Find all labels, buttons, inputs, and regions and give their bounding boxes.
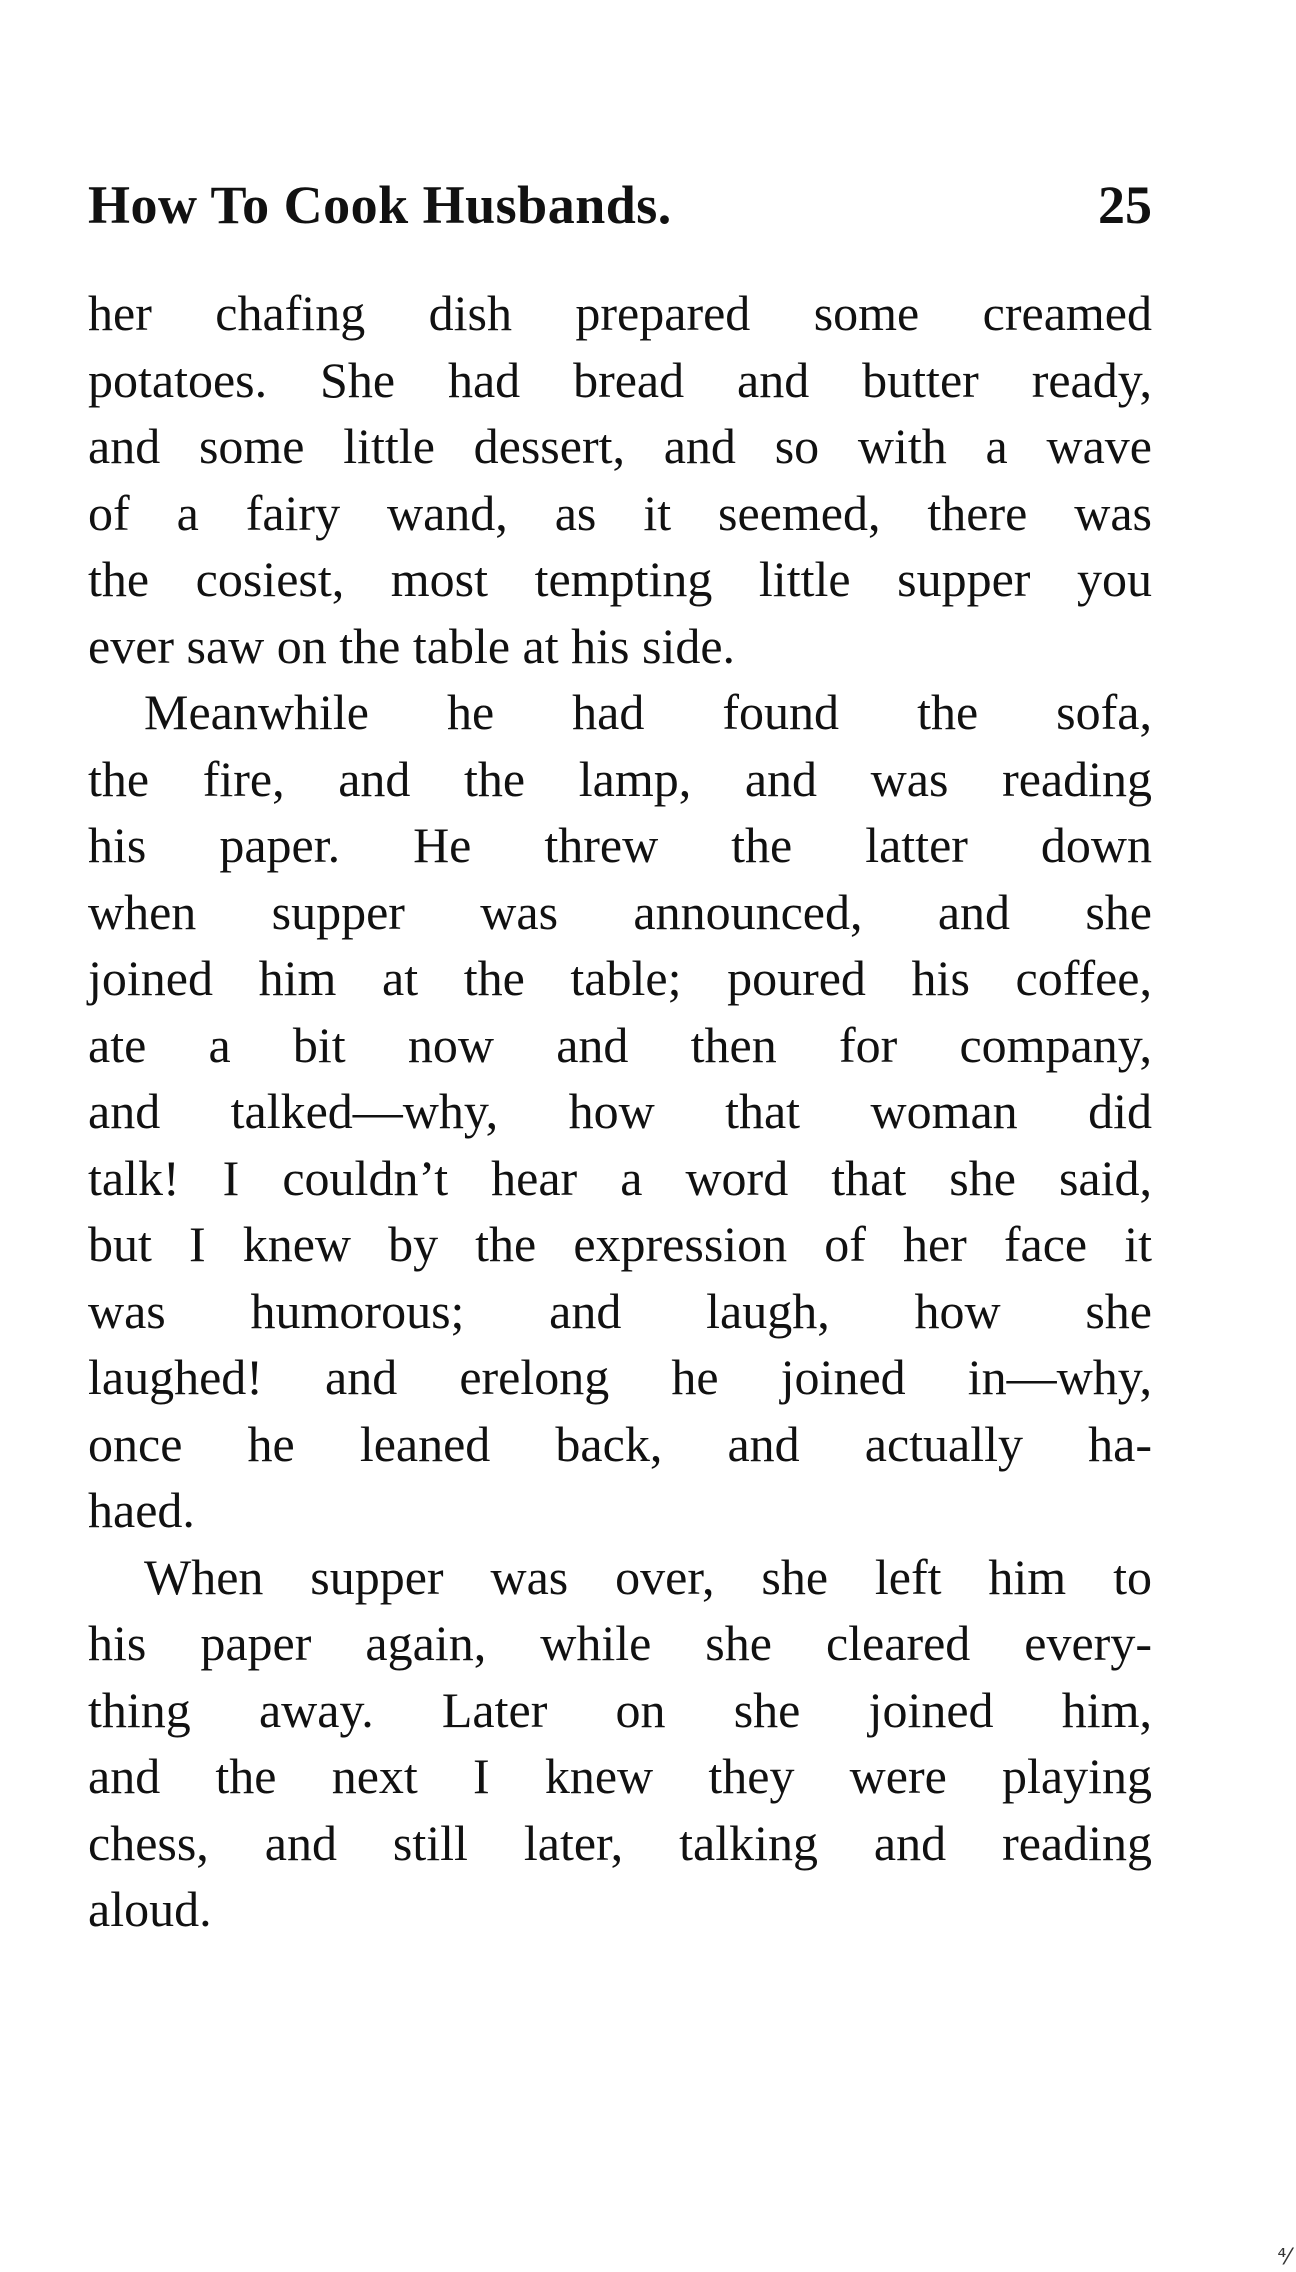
text-line: the cosiest, most tempting little supper you	[88, 551, 1152, 607]
text-line: and the next I knew they were playing	[88, 1748, 1152, 1804]
text-line: his paper again, while she cleared every-	[88, 1615, 1152, 1671]
text-line: was humorous; and laugh, how she	[88, 1282, 1152, 1339]
text-line: chess, and still later, talking and reading	[88, 1814, 1152, 1871]
text-line: laughed! and erelong he joined in—why,	[88, 1349, 1152, 1405]
text-line: her chafing dish prepared some creamed	[88, 285, 1152, 341]
text-line: talk! I couldn’t hear a word that she said,	[88, 1149, 1152, 1206]
page-number: 25	[1098, 175, 1152, 235]
text-line: of a fairy wand, as it seemed, there was	[88, 484, 1152, 541]
text-line: once he leaned back, and actually ha-	[88, 1415, 1152, 1472]
text-line: and talked—why, how that woman did	[88, 1083, 1152, 1139]
running-title: How To Cook Husbands.	[88, 175, 672, 235]
body-text	[88, 280, 1152, 1943]
text-line: and some little dessert, and so with a wave	[88, 418, 1152, 474]
scan-mark: ⁴⁄	[1277, 2245, 1290, 2270]
text-line: joined him at the table; poured his coffee,	[88, 950, 1152, 1006]
text-line: ate a bit now and then for company,	[88, 1016, 1152, 1073]
text-line: haed.	[88, 1482, 195, 1538]
text-line: aloud.	[88, 1881, 212, 1937]
text-line: ever saw on the table at his side.	[88, 617, 736, 674]
text-line: thing away. Later on she joined him,	[88, 1681, 1152, 1738]
text-line: potatoes. She had bread and butter ready,	[88, 351, 1152, 408]
page-header	[88, 170, 1152, 240]
text-line: when supper was announced, and she	[88, 883, 1152, 940]
text-line: his paper. He threw the latter down	[88, 817, 1152, 873]
text-line: but I knew by the expression of her face it	[88, 1216, 1152, 1272]
text-line: Meanwhile he had found the sofa,	[144, 684, 1152, 740]
text-line: When supper was over, she left him to	[144, 1548, 1152, 1605]
text-line: the fire, and the lamp, and was reading	[88, 750, 1152, 807]
